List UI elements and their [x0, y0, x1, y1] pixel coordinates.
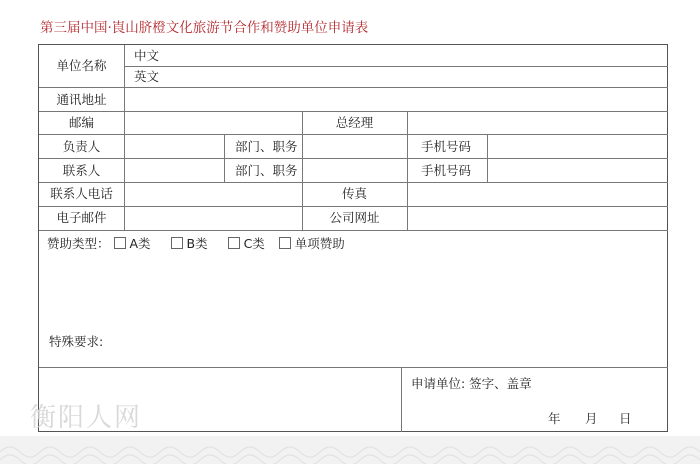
- sponsorship-type-label: 赞助类型：: [47, 236, 110, 251]
- divider: [39, 87, 668, 88]
- divider: [39, 206, 668, 207]
- month-label: 月: [585, 411, 598, 426]
- year-label: 年: [548, 411, 561, 426]
- website-label: 公司网址: [329, 210, 380, 225]
- application-form: [38, 44, 668, 432]
- special-requirements-label: 特殊要求:: [49, 334, 104, 349]
- department-title-label: 部门、职务: [235, 139, 298, 154]
- divider: [39, 111, 668, 112]
- wave-pattern: [0, 436, 700, 464]
- english-label: 英文: [134, 69, 160, 84]
- checkbox-b[interactable]: [171, 237, 183, 249]
- divider: [39, 367, 668, 368]
- option-single-label: 单项赞助: [294, 236, 345, 251]
- contact-label: 联系人: [62, 163, 101, 178]
- person-in-charge-label: 负责人: [62, 139, 101, 154]
- divider: [124, 66, 668, 67]
- divider: [39, 182, 668, 183]
- unit-name-label: 单位名称: [56, 58, 107, 73]
- form-title: 第三届中国·崀山脐橙文化旅游节合作和赞助单位申请表: [40, 20, 369, 36]
- option-a-label: A类: [129, 236, 151, 251]
- mobile-label: 手机号码: [421, 139, 472, 154]
- fax-label: 传真: [341, 186, 367, 201]
- watermark: 衡阳人网: [30, 403, 143, 433]
- address-label: 通讯地址: [56, 92, 107, 107]
- divider: [407, 111, 408, 230]
- divider: [401, 367, 402, 432]
- option-b-label: B类: [186, 236, 208, 251]
- day-label: 日: [619, 411, 632, 426]
- decorative-footer: [0, 436, 700, 464]
- chinese-label: 中文: [134, 48, 160, 63]
- checkbox-single[interactable]: [279, 237, 291, 249]
- divider: [124, 45, 125, 230]
- mobile-label: 手机号码: [421, 163, 472, 178]
- email-label: 电子邮件: [56, 210, 107, 225]
- divider: [39, 230, 668, 231]
- divider: [487, 134, 488, 182]
- divider: [39, 158, 668, 159]
- contact-phone-label: 联系人电话: [50, 186, 113, 201]
- general-manager-label: 总经理: [335, 115, 374, 130]
- applicant-signature-label: 申请单位: 签字、盖章: [411, 376, 532, 391]
- divider: [224, 134, 225, 182]
- option-c-label: C类: [243, 236, 265, 251]
- checkbox-a[interactable]: [114, 237, 126, 249]
- checkbox-c[interactable]: [228, 237, 240, 249]
- sponsorship-type-row: [47, 236, 345, 252]
- department-title-label: 部门、职务: [235, 163, 298, 178]
- postcode-label: 邮编: [68, 115, 94, 130]
- divider: [39, 134, 668, 135]
